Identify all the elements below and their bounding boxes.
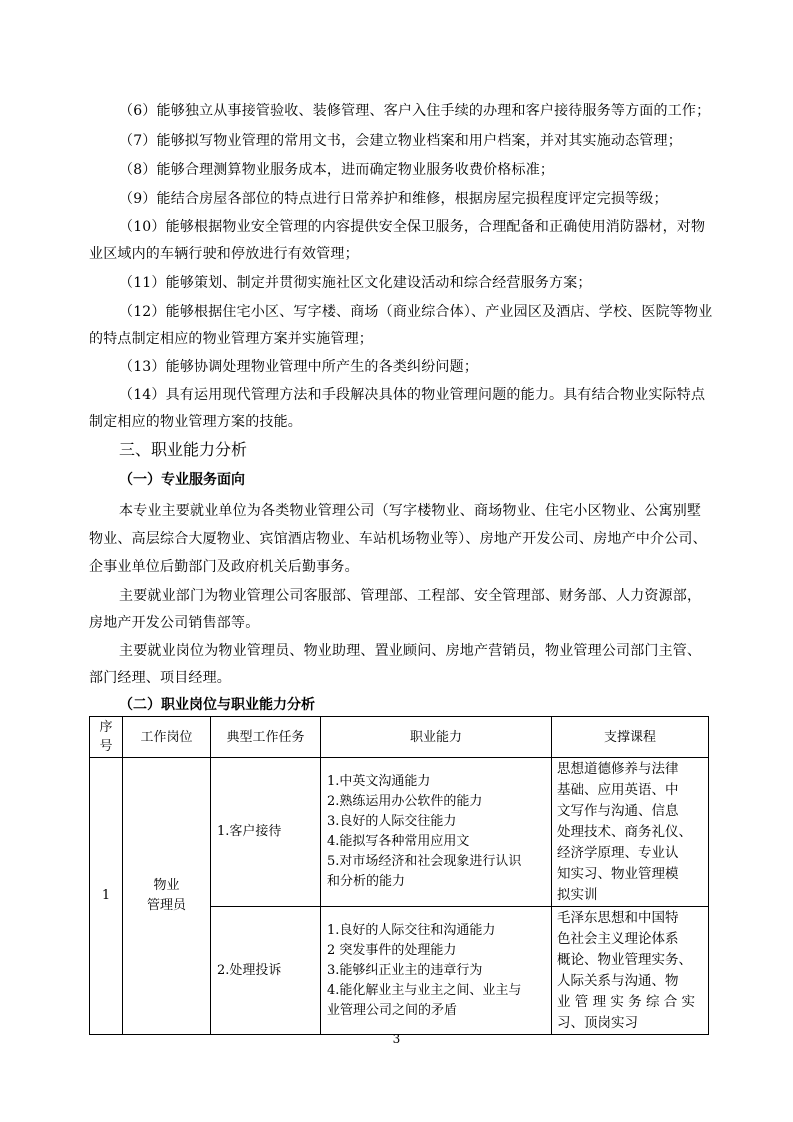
- ability-item-7: （7）能够拟写物业管理的常用文书，会建立物业档案和用户档案，并对其实施动态管理；: [119, 133, 682, 149]
- ability-item-12-line1: （12）能够根据住宅小区、写字楼、商场（商业综合体）、产业园区及酒店、学校、医院等物业: [119, 304, 713, 320]
- ability-item-11: （11）能够策划、制定并贯彻实施社区文化建设活动和综合经营服务方案；: [119, 275, 592, 291]
- table-row: [90, 758, 709, 907]
- employment-depts-line2: 房地产开发公司销售部等。: [89, 615, 260, 631]
- row-seq: 1: [90, 758, 123, 1035]
- ability-list: 1.良好的人际交往和沟通能力 2 突发事件的处理能力 3.能够纠正业主的违章行为 4.能化解业主与业主之间、业主与 业管理公司之间的矛盾: [321, 907, 552, 1035]
- ability-item-6: （6）能够独立从事接管验收、装修管理、客户入住手续的办理和客户接待服务等方面的工作；: [119, 103, 711, 119]
- header-ability: 职业能力: [321, 717, 552, 758]
- ability-item-13: （13）能够协调处理物业管理中所产生的各类纠纷问题；: [119, 359, 479, 375]
- employment-posts-line1: 主要就业岗位为物业管理员、物业助理、置业顾问、房地产营销员，物业管理公司部门主管、: [119, 643, 702, 659]
- page-number: 3: [392, 1032, 401, 1046]
- course-list: 思想道德修养与法律 基础、应用英语、中 文写作与沟通、信息 处理技术、商务礼仪、 经济学原理、专业认 知实习、物业管理模 拟实训: [552, 758, 709, 907]
- employment-depts-line1: 主要就业部门为物业管理公司客服部、管理部、工程部、安全管理部、财务部、人力资源部，: [119, 588, 702, 604]
- header-position: 工作岗位: [123, 717, 211, 758]
- ability-list: 1.中英文沟通能力 2.熟练运用办公软件的能力 3.良好的人际交往能力 4.能拟写各种常用应用文 5.对市场经济和社会现象进行认识 和分析的能力: [321, 758, 552, 907]
- header-task: 典型工作任务: [211, 717, 321, 758]
- employment-units-line3: 企事业单位后勤部门及政府机关后勤事务。: [89, 559, 359, 575]
- ability-item-14-line2: 制定相应的物业管理方案的技能。: [89, 414, 302, 430]
- career-ability-table: [89, 716, 709, 1035]
- course-list: 毛泽东思想和中国特 色社会主义理论体系 概论、物业管理实务、 人际关系与沟通、物 业 管 理 实 务 综 合 实 习、顶岗实习: [552, 907, 709, 1035]
- row-position: 物业 管理员: [123, 758, 211, 1035]
- task-handle-complaints: 2.处理投诉: [211, 907, 321, 1035]
- employment-units-line1: 本专业主要就业单位为各类物业管理公司（写字楼物业、商场物业、住宅小区物业、公寓别墅: [119, 503, 702, 519]
- table-header-row: [90, 717, 709, 758]
- subsection-heading-2: （二）职业岗位与职业能力分析: [119, 697, 315, 713]
- section-heading: 三、职业能力分析: [119, 440, 248, 459]
- ability-item-12-line2: 的特点制定相应的物业管理方案并实施管理；: [89, 331, 373, 347]
- header-seq: 序 号: [90, 717, 123, 758]
- ability-item-14-line1: （14）具有运用现代管理方法和手段解决具体的物业管理问题的能力。具有结合物业实际特点: [119, 387, 706, 403]
- ability-item-10-line2: 业区域内的车辆行驶和停放进行有效管理；: [89, 246, 359, 262]
- task-customer-reception: 1.客户接待: [211, 758, 321, 907]
- ability-item-8: （8）能够合理测算物业服务成本，进而确定物业服务收费价格标准；: [119, 162, 555, 178]
- employment-posts-line2: 部门经理、项目经理。: [89, 670, 231, 686]
- ability-item-9: （9）能结合房屋各部位的特点进行日常养护和维修，根据房屋完损程度评定完损等级；: [119, 191, 668, 207]
- header-course: 支撑课程: [552, 717, 709, 758]
- ability-item-10-line1: （10）能够根据物业安全管理的内容提供安全保卫服务，合理配备和正确使用消防器材，对物: [119, 219, 706, 235]
- employment-units-line2: 物业、高层综合大厦物业、宾馆酒店物业、车站机场物业等）、房地产开发公司、房地产中介公司、: [89, 531, 707, 547]
- subsection-heading-1: （一）专业服务面向: [119, 472, 245, 488]
